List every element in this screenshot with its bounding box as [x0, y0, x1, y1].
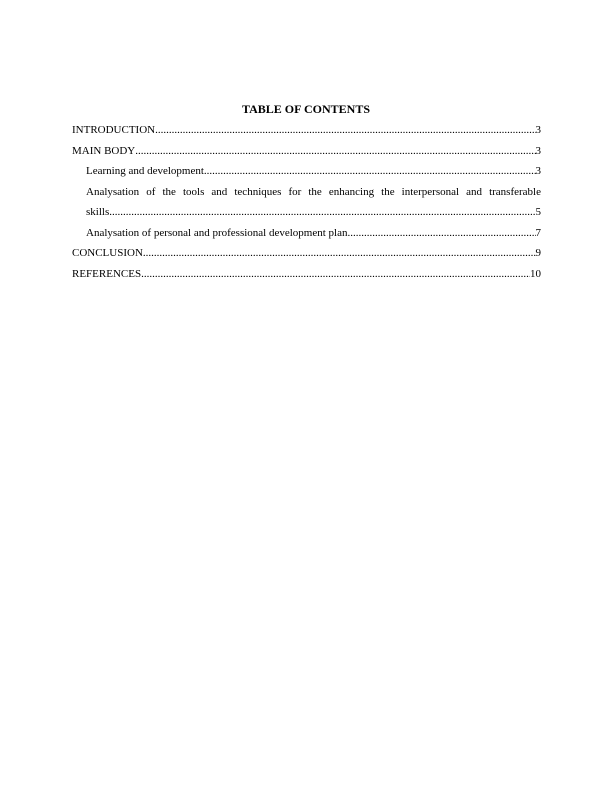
dot-leader [135, 141, 535, 162]
toc-entry-learning-and-development[interactable] [72, 161, 541, 182]
dot-leader [155, 120, 535, 141]
toc-entry-main-body[interactable] [72, 141, 541, 162]
dot-leader [348, 223, 536, 244]
toc-entry-continuation [72, 202, 541, 223]
toc-page-number: 5 [535, 206, 541, 218]
toc-entry-label: Learning and development [86, 165, 204, 177]
toc-entry-label: Analysation of personal and professional development plan [86, 226, 348, 239]
toc-entry-label: REFERENCES [72, 267, 142, 280]
toc-entry-conclusion[interactable] [72, 243, 541, 264]
toc-page-number: 3 [535, 124, 541, 136]
toc-entry-development-plan[interactable] [72, 223, 541, 244]
toc-entry-tools-and-techniques[interactable] [72, 182, 541, 223]
dot-leader [143, 243, 536, 264]
toc-entry-label: skills [86, 206, 110, 218]
toc-entry-label-line: Analysation of the tools and techniques for the enhancing the interpersonal and transferable [86, 185, 541, 198]
dot-leader [204, 161, 536, 182]
dot-leader [109, 202, 535, 223]
toc-page-number: 10 [530, 267, 541, 280]
toc-entry-label: INTRODUCTION [72, 124, 156, 136]
toc-page-number: 9 [535, 247, 541, 259]
toc-entry-label: CONCLUSION [72, 247, 143, 259]
toc-page-number: 3 [535, 144, 541, 157]
toc-entry-references[interactable] [72, 264, 541, 285]
toc-heading: TABLE OF CONTENTS [241, 102, 371, 116]
dot-leader [141, 264, 530, 285]
toc-page-number: 7 [535, 226, 541, 239]
toc-entry-label: MAIN BODY [72, 144, 136, 157]
table-of-contents [72, 120, 541, 284]
toc-page-number: 3 [535, 165, 541, 177]
toc-entry-introduction[interactable] [72, 120, 541, 141]
